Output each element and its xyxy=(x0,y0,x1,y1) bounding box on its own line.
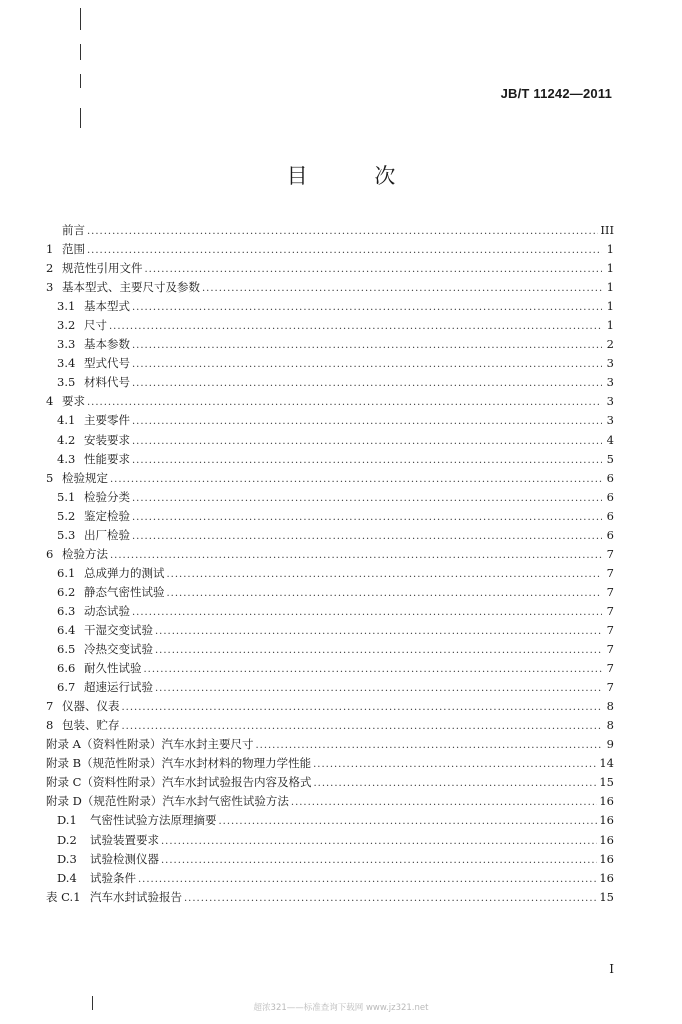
toc-leader-dots xyxy=(132,374,602,393)
toc-entry-label: 尺寸 xyxy=(84,318,107,333)
toc-entry-label: 性能要求 xyxy=(84,451,130,466)
toc-leader-dots xyxy=(202,279,602,298)
toc-entry-page: 1 xyxy=(606,299,614,314)
toc-leader-dots xyxy=(109,317,602,336)
toc-entry-page: 7 xyxy=(606,622,614,637)
toc-entry-label: 总成弹力的测试 xyxy=(84,565,165,580)
toc-entry[interactable] xyxy=(46,888,614,907)
toc-entry-number: 附录 B xyxy=(46,756,82,771)
toc-leader-dots xyxy=(132,508,602,527)
toc-entry-number: 附录 D xyxy=(46,794,82,809)
toc-entry-number: D.4 xyxy=(57,870,77,885)
toc-entry[interactable] xyxy=(46,392,614,411)
toc-entry-page: 3 xyxy=(606,413,614,428)
toc-entry[interactable] xyxy=(46,240,614,259)
toc-entry-page: 16 xyxy=(599,813,614,828)
toc-entry-label: （规范性附录）汽车水封材料的物理力学性能 xyxy=(81,756,312,771)
toc-leader-dots xyxy=(255,736,602,755)
toc-entry-page: 7 xyxy=(606,584,614,599)
toc-entry-label: （资料性附录）汽车水封主要尺寸 xyxy=(80,737,254,752)
toc-entry-number: 6.5 xyxy=(57,642,76,657)
toc-entry-page: 3 xyxy=(606,356,614,371)
toc-leader-dots xyxy=(122,698,603,717)
toc-entry-number: 3.1 xyxy=(57,299,76,314)
toc-entry-number: 6.1 xyxy=(57,565,76,580)
toc-entry[interactable] xyxy=(46,297,614,316)
toc-entry-number: 6.2 xyxy=(57,584,76,599)
toc-entry-page: 1 xyxy=(606,261,614,276)
toc-entry-label: 静态气密性试验 xyxy=(84,584,165,599)
toc-entry[interactable] xyxy=(46,716,614,735)
toc-entry-label: 型式代号 xyxy=(84,356,130,371)
toc-leader-dots xyxy=(313,774,597,793)
toc-entry-page: 15 xyxy=(599,889,614,904)
scan-mark xyxy=(80,108,81,128)
toc-entry-page: 16 xyxy=(599,851,614,866)
toc-entry-page: 6 xyxy=(606,489,614,504)
toc-leader-dots xyxy=(313,755,597,774)
toc-entry-label: 基本参数 xyxy=(84,337,130,352)
toc-entry-number: 3.2 xyxy=(57,318,76,333)
toc-entry-label: 安装要求 xyxy=(84,432,130,447)
toc-entry-number: 4.1 xyxy=(57,413,76,428)
toc-leader-dots xyxy=(132,432,602,451)
toc-entry-number: 5.2 xyxy=(57,508,76,523)
toc-entry-page: 6 xyxy=(606,527,614,542)
toc-leader-dots xyxy=(132,298,602,317)
toc-entry-page: 1 xyxy=(606,280,614,295)
toc-entry[interactable] xyxy=(46,507,614,526)
toc-entry-label: （规范性附录）汽车水封气密性试验方法 xyxy=(81,794,289,809)
toc-leader-dots xyxy=(132,355,602,374)
toc-entry[interactable] xyxy=(46,678,614,697)
page-number: I xyxy=(609,962,614,976)
toc-leader-dots xyxy=(132,336,602,355)
watermark: 超浓321——标准查询下载网 www.jz321.net xyxy=(253,1003,429,1013)
toc-entry-label: 试验装置要求 xyxy=(90,832,159,847)
page-title: 目 次 xyxy=(286,164,426,188)
toc-entry-label: 试验检测仪器 xyxy=(90,851,159,866)
toc-entry[interactable] xyxy=(46,335,614,354)
toc-entry-label: 材料代号 xyxy=(84,375,130,390)
toc-entry-number: D.1 xyxy=(57,813,77,828)
toc-entry-number: 5.3 xyxy=(57,527,76,542)
scan-mark xyxy=(80,74,81,88)
toc-entry[interactable] xyxy=(46,450,614,469)
toc-entry[interactable] xyxy=(46,869,614,888)
toc-entry-label: 规范性引用文件 xyxy=(62,261,143,276)
toc-leader-dots xyxy=(122,717,603,736)
toc-entry[interactable] xyxy=(46,259,614,278)
toc-entry[interactable] xyxy=(46,792,614,811)
toc-entry-page: 7 xyxy=(606,603,614,618)
toc-entry-number: 3.5 xyxy=(57,375,76,390)
toc-leader-dots xyxy=(161,851,597,870)
toc-leader-dots xyxy=(219,812,598,831)
toc-entry[interactable] xyxy=(46,431,614,450)
toc-entry[interactable] xyxy=(46,373,614,392)
toc-entry-number: 2 xyxy=(46,261,54,276)
toc-entry-page: 2 xyxy=(606,337,614,352)
toc-entry-label: 耐久性试验 xyxy=(84,661,142,676)
toc-entry-number: 5 xyxy=(46,470,54,485)
toc-entry-page: 1 xyxy=(606,242,614,257)
toc-entry[interactable] xyxy=(46,621,614,640)
toc-entry-label: 超速运行试验 xyxy=(84,680,153,695)
toc-entry-label: 要求 xyxy=(62,394,85,409)
toc-entry-label: 汽车水封试验报告 xyxy=(90,889,182,904)
toc-entry-page: 7 xyxy=(606,680,614,695)
toc-entry-number: D.3 xyxy=(57,851,77,866)
toc-entry[interactable] xyxy=(46,488,614,507)
toc-entry-label: 检验方法 xyxy=(62,546,108,561)
standard-code: JB/T 11242—2011 xyxy=(500,86,612,101)
toc-leader-dots xyxy=(167,565,603,584)
toc-entry-page: 7 xyxy=(606,642,614,657)
toc-entry-number: 6.4 xyxy=(57,622,76,637)
toc-entry-page: 16 xyxy=(599,832,614,847)
toc-entry-number: 6.7 xyxy=(57,680,76,695)
toc-entry-number: D.2 xyxy=(57,832,77,847)
toc-leader-dots xyxy=(155,641,602,660)
toc-leader-dots xyxy=(167,584,603,603)
toc-leader-dots xyxy=(132,412,602,431)
toc-entry-page: 15 xyxy=(599,775,614,790)
toc-entry[interactable] xyxy=(46,773,614,792)
toc-entry-number: 4 xyxy=(46,394,54,409)
toc-entry[interactable] xyxy=(46,545,614,564)
toc-leader-dots xyxy=(87,241,602,260)
toc-entry-label: 基本型式 xyxy=(84,299,130,314)
toc-entry[interactable] xyxy=(46,354,614,373)
toc-leader-dots xyxy=(145,260,603,279)
toc-entry-page: 3 xyxy=(606,394,614,409)
toc-entry-label: （资料性附录）汽车水封试验报告内容及格式 xyxy=(81,775,312,790)
toc-entry[interactable] xyxy=(46,469,614,488)
toc-entry-page: 1 xyxy=(606,318,614,333)
toc-entry-number: 3.3 xyxy=(57,337,76,352)
toc-entry-page: 16 xyxy=(599,870,614,885)
toc-entry-label: 检验规定 xyxy=(62,470,108,485)
toc-leader-dots xyxy=(110,470,602,489)
toc-entry-page: 6 xyxy=(606,508,614,523)
toc-entry[interactable] xyxy=(46,659,614,678)
toc-entry-label: 包装、贮存 xyxy=(62,718,120,733)
toc-entry[interactable] xyxy=(46,278,614,297)
toc-entry[interactable] xyxy=(46,811,614,830)
toc-leader-dots xyxy=(87,222,598,241)
toc-leader-dots xyxy=(132,489,602,508)
toc-entry[interactable] xyxy=(46,221,614,240)
toc-entry-label: 冷热交变试验 xyxy=(84,642,153,657)
toc-entry[interactable] xyxy=(46,754,614,773)
toc-entry-number: 附录 A xyxy=(46,737,81,752)
toc-entry-label: 出厂检验 xyxy=(84,527,130,542)
toc-entry[interactable] xyxy=(46,735,614,754)
toc-entry[interactable] xyxy=(46,583,614,602)
toc-leader-dots xyxy=(184,889,597,908)
toc-leader-dots xyxy=(291,793,597,812)
toc-entry-number: 附录 C xyxy=(46,775,82,790)
toc-entry[interactable] xyxy=(46,697,614,716)
toc-entry-label: 干湿交变试验 xyxy=(84,622,153,637)
toc-entry-label: 仪器、仪表 xyxy=(62,699,120,714)
scan-mark xyxy=(80,8,81,30)
toc-entry-page: 5 xyxy=(606,451,614,466)
toc-entry-number: 6 xyxy=(46,546,54,561)
toc-entry-label: 主要零件 xyxy=(84,413,130,428)
toc-entry[interactable] xyxy=(46,640,614,659)
toc-entry-page: 7 xyxy=(606,546,614,561)
toc-entry-number: 4.2 xyxy=(57,432,76,447)
toc-entry[interactable] xyxy=(46,602,614,621)
toc-entry-label: 范围 xyxy=(62,242,85,257)
toc-entry-number: 5.1 xyxy=(57,489,76,504)
toc-leader-dots xyxy=(155,679,602,698)
toc-leader-dots xyxy=(155,622,602,641)
toc-leader-dots xyxy=(110,546,602,565)
toc-entry-label: 检验分类 xyxy=(84,489,130,504)
toc-entry-page: III xyxy=(600,223,614,237)
toc-entry-page: 6 xyxy=(606,470,614,485)
toc-entry-number: 3 xyxy=(46,280,54,295)
toc-entry[interactable] xyxy=(46,850,614,869)
toc-entry-label: 鉴定检验 xyxy=(84,508,130,523)
toc-leader-dots xyxy=(161,832,597,851)
toc-entry-page: 14 xyxy=(599,756,614,771)
toc-entry-label: 基本型式、主要尺寸及参数 xyxy=(62,280,200,295)
table-of-contents xyxy=(46,221,614,907)
toc-leader-dots xyxy=(132,451,602,470)
toc-leader-dots xyxy=(132,527,602,546)
toc-entry-page: 8 xyxy=(606,718,614,733)
toc-entry-page: 4 xyxy=(606,432,614,447)
toc-entry-label: 动态试验 xyxy=(84,603,130,618)
toc-entry-page: 7 xyxy=(606,565,614,580)
toc-entry-page: 16 xyxy=(599,794,614,809)
toc-entry[interactable] xyxy=(46,526,614,545)
toc-entry[interactable] xyxy=(46,564,614,583)
toc-entry-number: 1 xyxy=(46,242,54,257)
toc-leader-dots xyxy=(132,603,602,622)
toc-leader-dots xyxy=(138,870,597,889)
toc-entry[interactable] xyxy=(46,831,614,850)
toc-entry-page: 7 xyxy=(606,661,614,676)
toc-entry-number: 4.3 xyxy=(57,451,76,466)
toc-entry-label: 前言 xyxy=(62,223,85,237)
toc-entry-number: 3.4 xyxy=(57,356,76,371)
toc-entry-number: 6.3 xyxy=(57,603,76,618)
toc-entry-label: 气密性试验方法原理摘要 xyxy=(90,813,217,828)
toc-entry-page: 9 xyxy=(606,737,614,752)
toc-entry-label: 试验条件 xyxy=(90,870,136,885)
toc-entry-number: 表 C.1 xyxy=(46,889,81,904)
toc-leader-dots xyxy=(144,660,603,679)
toc-entry-page: 8 xyxy=(606,699,614,714)
toc-entry[interactable] xyxy=(46,316,614,335)
toc-entry-number: 7 xyxy=(46,699,54,714)
scan-mark xyxy=(80,44,81,60)
toc-entry-page: 3 xyxy=(606,375,614,390)
toc-entry[interactable] xyxy=(46,411,614,430)
toc-leader-dots xyxy=(87,393,602,412)
toc-entry-number: 8 xyxy=(46,718,54,733)
toc-entry-number: 6.6 xyxy=(57,661,76,676)
